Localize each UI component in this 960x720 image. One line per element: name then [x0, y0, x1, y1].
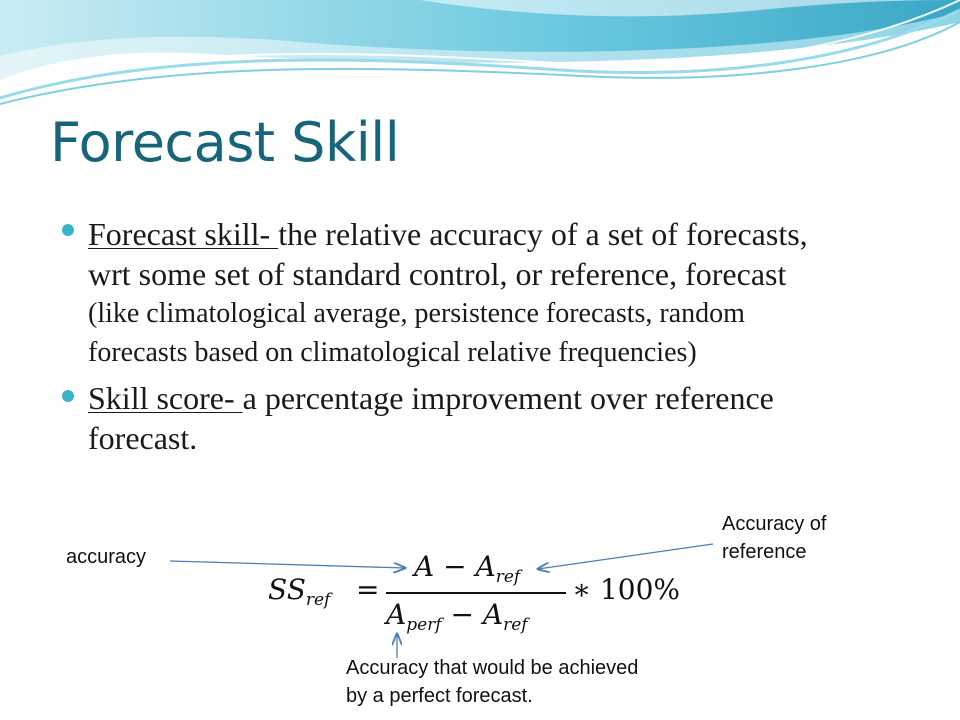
slide-title: Forecast Skill	[50, 111, 400, 174]
bullet-dot	[62, 390, 74, 402]
arrow-accuracy	[170, 561, 405, 568]
annotation-line: Accuracy of	[722, 513, 827, 535]
formula-denominator: $A_{perf} - A_{ref}$	[386, 598, 528, 635]
formula-lhs: $SS_{ref}$	[268, 573, 331, 610]
definition-line: (like climatological average, persistence forecasts, random	[88, 298, 745, 329]
bullet-dot	[62, 224, 74, 236]
definition-line: wrt some set of standard control, or reference, forecast	[88, 256, 787, 292]
arrow-reference	[538, 544, 713, 569]
annotation-perfect-accuracy	[346, 654, 638, 710]
bullet-text	[88, 214, 924, 372]
definition-line: forecasts based on climatological relative frequencies)	[88, 337, 697, 368]
annotation-line: by a perfect forecast.	[346, 685, 533, 707]
bullet-skill-score	[62, 378, 924, 458]
annotation-reference-accuracy	[722, 510, 826, 566]
definition-line: forecast.	[88, 420, 198, 456]
bullet-text	[88, 378, 924, 458]
formula-fraction-bar	[386, 592, 566, 594]
header-wave-decoration	[0, 0, 960, 120]
term-skill-score: Skill score-	[88, 380, 243, 416]
formula-numerator: $A - A_{ref}$	[414, 550, 521, 587]
formula-multiplier: ∗ 100%	[572, 573, 680, 606]
definition-line: the relative accuracy of a set of forecasts,	[278, 216, 808, 252]
definition-line: a percentage improvement over reference	[242, 380, 774, 416]
term-forecast-skill: Forecast skill-	[88, 216, 279, 252]
annotation-accuracy: accuracy	[66, 546, 147, 568]
bullet-forecast-skill	[62, 214, 924, 372]
formula-equals: =	[356, 573, 380, 606]
annotation-line: Accuracy that would be achieved	[346, 657, 639, 679]
annotation-line: reference	[722, 541, 807, 563]
